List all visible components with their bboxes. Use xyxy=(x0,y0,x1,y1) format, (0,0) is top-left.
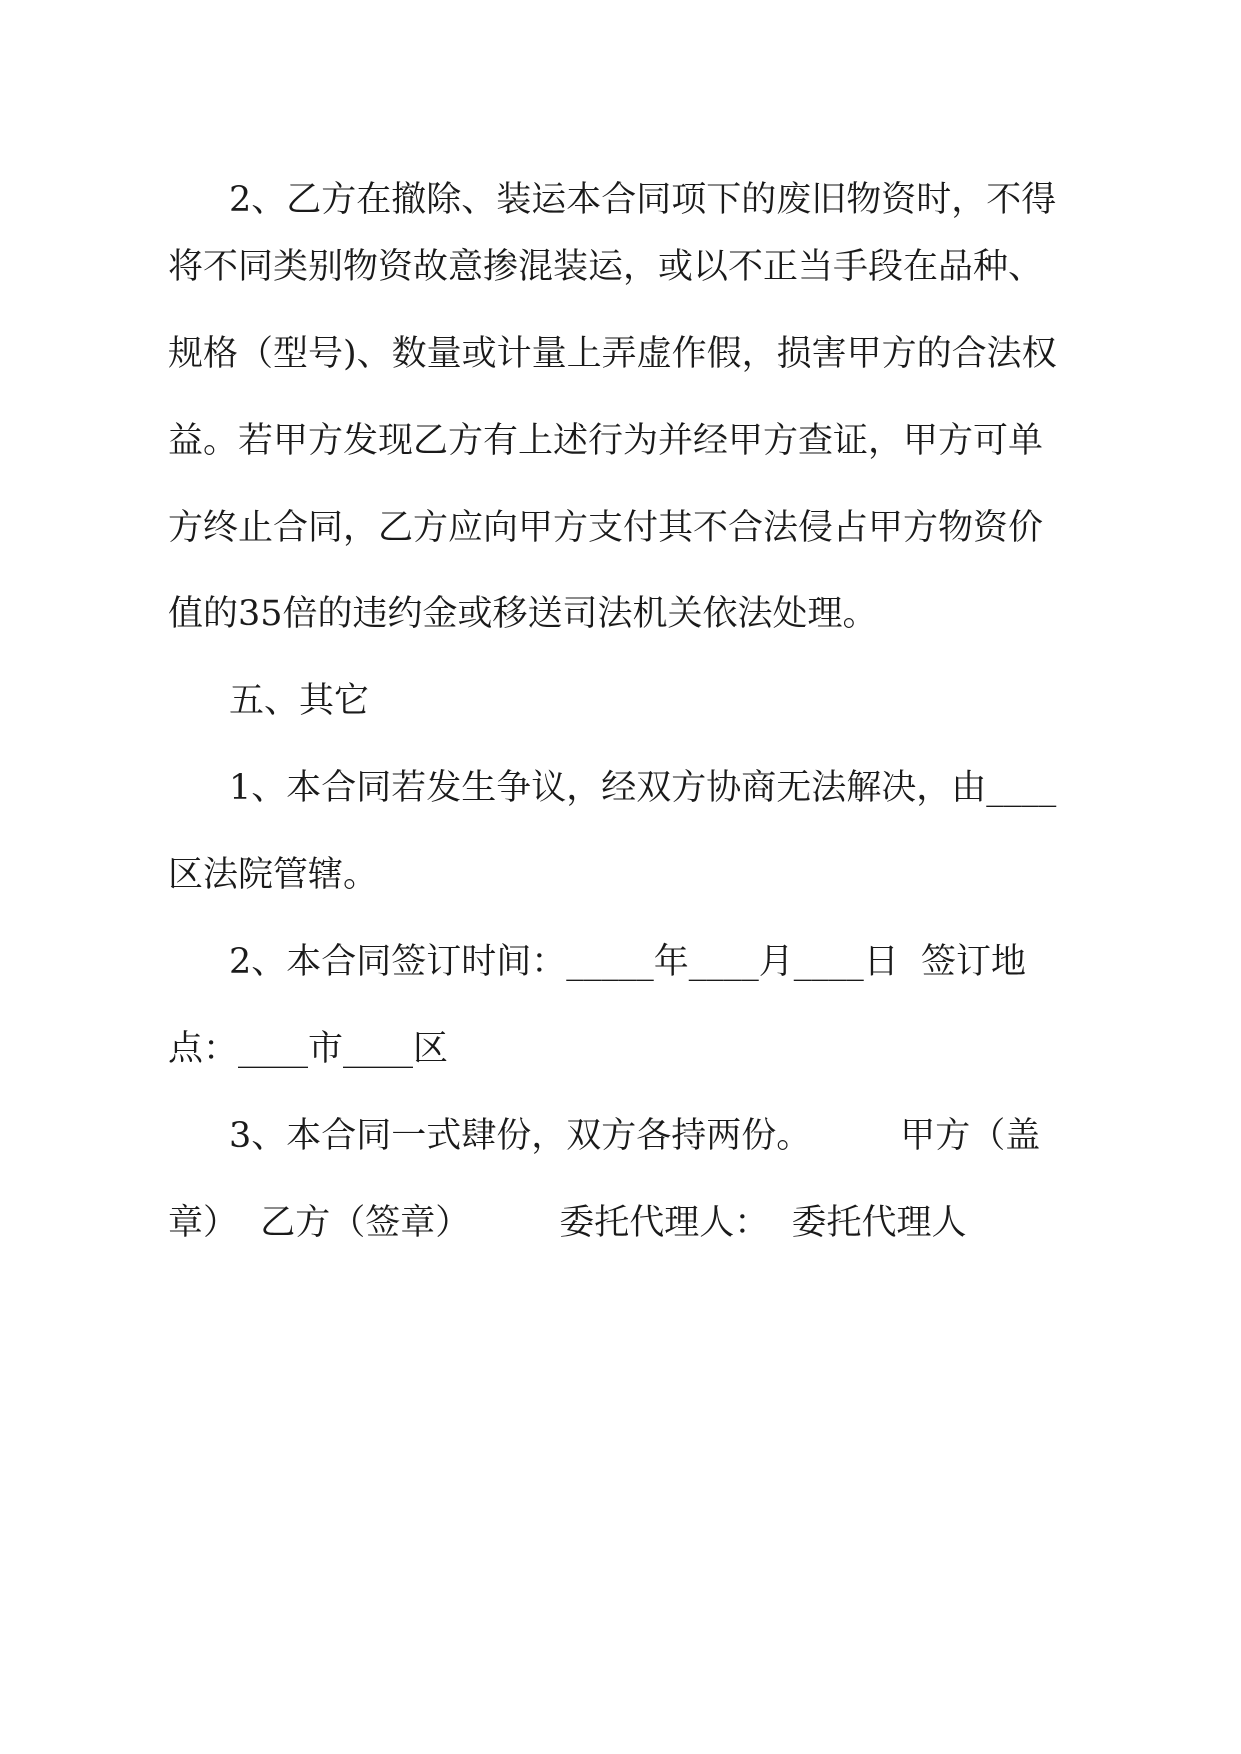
paragraph-line: 3、本合同一式肆份，双方各持两份。 甲方（盖 xyxy=(229,1116,1041,1156)
paragraph-line: 2、本合同签订时间：_____年____月____日 签订地 xyxy=(229,942,1027,982)
paragraph-line: 2、乙方在撤除、装运本合同项下的废旧物资时，不得 xyxy=(229,180,1057,220)
paragraph-line: 方终止合同，乙方应向甲方支付其不合法侵占甲方物资价 xyxy=(168,508,1044,548)
signature-line: 章） 乙方（签章） 委托代理人： 委托代理人 xyxy=(168,1203,967,1243)
paragraph-line: 值的35倍的违约金或移送司法机关依法处理。 xyxy=(168,594,878,634)
paragraph-line: 区法院管辖。 xyxy=(168,855,379,895)
paragraph-line: 益。若甲方发现乙方有上述行为并经甲方查证，甲方可单 xyxy=(168,421,1044,461)
paragraph-line: 点：____市____区 xyxy=(168,1029,449,1069)
paragraph-line: 规格（型号)、数量或计量上弄虚作假，损害甲方的合法权 xyxy=(168,334,1057,374)
section-heading: 五、其它 xyxy=(229,681,370,721)
paragraph-line: 将不同类别物资故意掺混装运，或以不正当手段在品种、 xyxy=(168,247,1044,287)
paragraph-line: 1、本合同若发生争议，经双方协商无法解决，由____ xyxy=(229,768,1057,808)
